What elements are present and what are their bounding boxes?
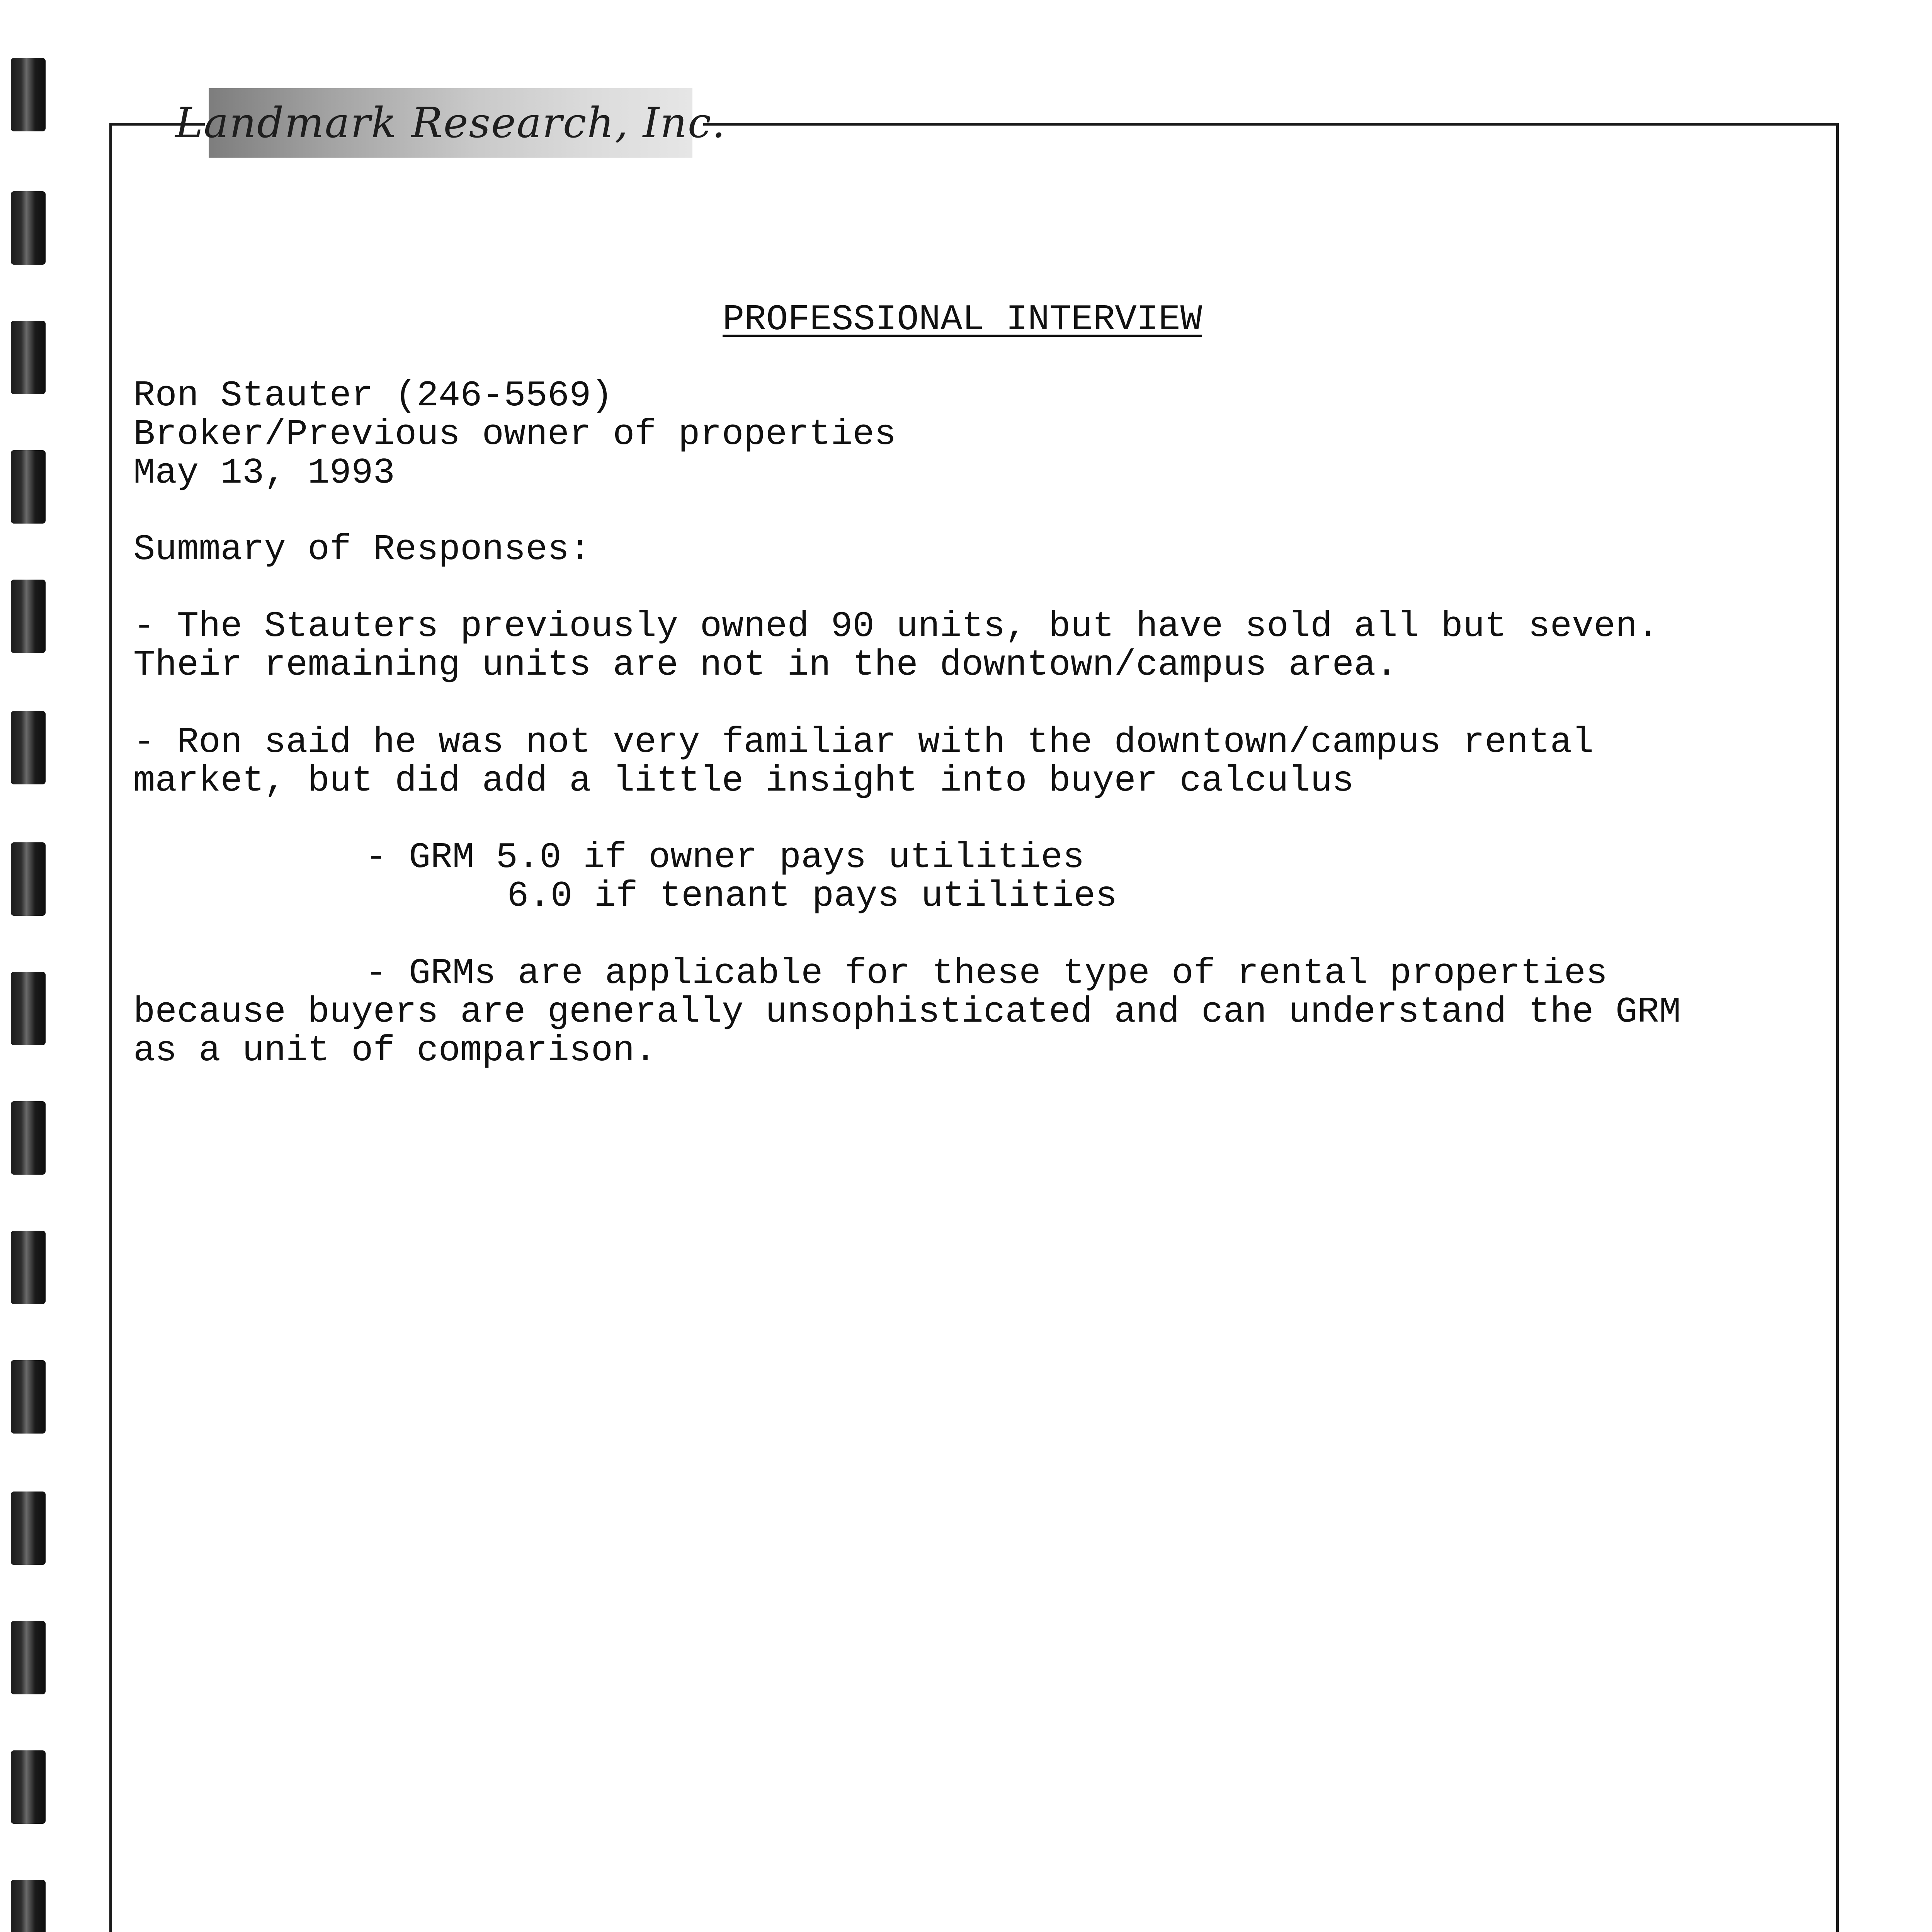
paragraph-3-line-1: - GRMs are applicable for these type of rental properties bbox=[365, 953, 1608, 994]
binding-hole bbox=[11, 1360, 46, 1434]
binding-hole bbox=[11, 711, 46, 784]
document-body bbox=[133, 0, 1795, 1071]
grm-line-tenant: 6.0 if tenant pays utilities bbox=[507, 876, 1117, 917]
binding-hole bbox=[11, 1750, 46, 1824]
paragraph-1-line-2: Their remaining units are not in the downtown/campus area. bbox=[133, 645, 1398, 686]
company-logo-text: Landmark Research, Inc. bbox=[175, 99, 726, 147]
binding-hole bbox=[11, 842, 46, 916]
paragraph-1-line-1: - The Stauters previously owned 90 units, but have sold all but seven. bbox=[133, 606, 1659, 647]
binding-hole bbox=[11, 450, 46, 524]
binding-hole bbox=[11, 1492, 46, 1565]
summary-heading: Summary of Responses: bbox=[133, 529, 591, 570]
binding-hole bbox=[11, 1231, 46, 1304]
paragraph-2-line-1: - Ron said he was not very familiar with the downtown/campus rental bbox=[133, 722, 1594, 763]
binding-hole bbox=[11, 1101, 46, 1175]
binding-hole bbox=[11, 1621, 46, 1694]
binding-hole bbox=[11, 191, 46, 265]
paragraph-3-line-3: as a unit of comparison. bbox=[133, 1031, 656, 1071]
binding-hole bbox=[11, 972, 46, 1045]
contact-role: Broker/Previous owner of properties bbox=[133, 414, 896, 455]
binding-hole bbox=[11, 1880, 46, 1932]
document-title: PROFESSIONAL INTERVIEW bbox=[723, 299, 1202, 340]
binding-holes bbox=[11, 0, 49, 1932]
interview-date: May 13, 1993 bbox=[133, 453, 395, 494]
contact-name: Ron Stauter (246-5569) bbox=[133, 376, 613, 417]
binding-hole bbox=[11, 321, 46, 394]
paragraph-3-line-2: because buyers are generally unsophisticated and can understand the GRM bbox=[133, 992, 1681, 1033]
binding-hole bbox=[11, 58, 46, 131]
grm-line-owner: - GRM 5.0 if owner pays utilities bbox=[365, 837, 1085, 878]
binding-hole bbox=[11, 580, 46, 653]
paragraph-2-line-2: market, but did add a little insight into buyer calculus bbox=[133, 761, 1354, 802]
